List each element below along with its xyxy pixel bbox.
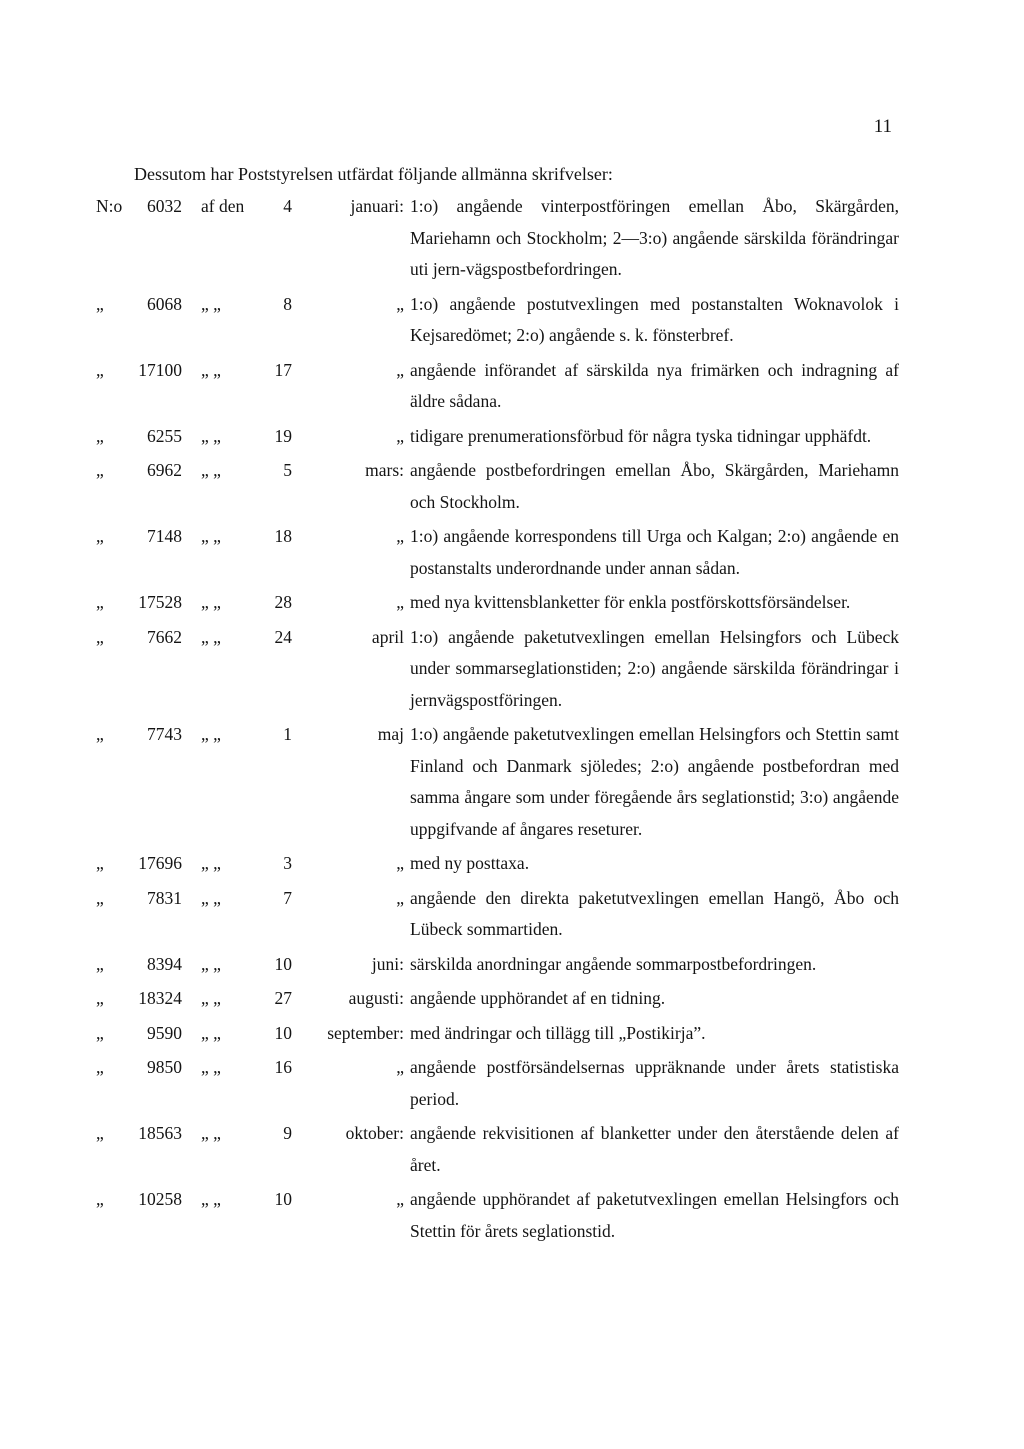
entry-description: angående upphörandet af en tidning. <box>410 988 666 1008</box>
entry-prefix: „ <box>96 460 104 480</box>
entry-month: „ <box>396 359 404 380</box>
entry-description: angående rekvisitionen af blanketter under den återstående delen af året. <box>410 1123 899 1175</box>
entry-prefix: „ <box>96 293 104 314</box>
entry-month: april <box>371 626 404 647</box>
entry-description: med ny posttaxa. <box>410 853 530 873</box>
list-item <box>0 622 1024 717</box>
letters-list <box>0 191 1024 1250</box>
entry-number: 6255 <box>147 425 182 446</box>
entry-number: 17528 <box>138 592 182 612</box>
entry-number: 6962 <box>147 460 182 480</box>
entry-month: „ <box>396 293 404 314</box>
entry-description: angående den direkta paketutvexlingen emellan Hangö, Åbo och Lübeck sommartiden. <box>410 887 899 939</box>
entry-number: 8394 <box>147 953 182 974</box>
page-number: 11 <box>873 116 892 137</box>
entry-af-den: „ „ <box>201 460 221 480</box>
entry-description: 1:o) angående paketutvexlingen emellan Helsingfors och Lübeck under sommarseglationstiden; 2:o) angående särskilda förändringar i jernvägspostföringen. <box>410 626 899 710</box>
entry-prefix: „ <box>96 1022 104 1043</box>
entry-month: „ <box>396 853 404 873</box>
entry-af-den: „ „ <box>201 724 221 744</box>
entry-number: 18324 <box>138 988 182 1008</box>
entry-month: „ <box>396 425 404 446</box>
entry-day: 9 <box>283 1123 292 1143</box>
entry-af-den: „ „ <box>201 293 221 314</box>
entry-prefix: „ <box>96 425 104 446</box>
entry-day: 5 <box>283 460 292 480</box>
entry-day: 27 <box>274 988 292 1008</box>
entry-number: 10258 <box>138 1189 182 1209</box>
entry-number: 7831 <box>147 887 182 908</box>
list-item <box>0 421 1024 453</box>
entry-af-den: „ „ <box>201 425 221 446</box>
entry-af-den: „ „ <box>201 1057 221 1077</box>
entry-description: 1:o) angående postutvexlingen med postanstalten Woknavolok i Kejsaredömet; 2:o) angående s. k. fönsterbref. <box>410 293 899 345</box>
entry-description: tidigare prenumerationsförbud för några tyska tidningar upphäfdt. <box>410 425 872 446</box>
entry-prefix: „ <box>96 853 104 873</box>
list-item <box>0 1018 1024 1050</box>
intro-line: Dessutom har Poststyrelsen utfärdat följande allmänna skrifvelser: <box>134 164 613 184</box>
entry-day: 7 <box>283 887 292 908</box>
entry-day: 8 <box>283 293 292 314</box>
list-item <box>0 1118 1024 1181</box>
entry-prefix: „ <box>96 887 104 908</box>
entry-number: 6032 <box>147 196 182 216</box>
entry-number: 6068 <box>147 293 182 314</box>
entry-day: 3 <box>283 853 292 873</box>
entry-af-den: „ „ <box>201 1022 221 1043</box>
entry-month: oktober: <box>345 1123 404 1143</box>
list-item <box>0 949 1024 981</box>
entry-description: angående postförsändelsernas uppräknande under årets statistiska period. <box>410 1057 899 1109</box>
entry-number: 17100 <box>138 359 182 380</box>
entry-prefix: „ <box>96 988 104 1008</box>
entry-prefix: „ <box>96 359 104 380</box>
entry-month: maj <box>377 724 404 744</box>
entry-month: mars: <box>365 460 404 480</box>
list-item <box>0 455 1024 518</box>
entry-number: 9850 <box>147 1057 182 1077</box>
entry-af-den: „ „ <box>201 1123 221 1143</box>
list-item <box>0 289 1024 352</box>
entry-af-den: „ „ <box>201 359 221 380</box>
entry-month: „ <box>396 1189 404 1209</box>
entry-prefix: „ <box>96 592 104 612</box>
entry-day: 4 <box>283 196 292 216</box>
entry-number: 7743 <box>147 724 182 744</box>
entry-prefix: „ <box>96 953 104 974</box>
entry-number: 9590 <box>147 1022 182 1043</box>
entry-description: 1:o) angående vinterpostföringen emellan Åbo, Skärgården, Mariehamn och Stockholm; 2—3:o) angående särskilda förändringar uti jern-vägspostbefordringen. <box>410 196 899 279</box>
entry-day: 10 <box>274 953 292 974</box>
entry-prefix: „ <box>96 626 104 647</box>
entry-af-den: af den <box>201 196 245 216</box>
entry-day: 24 <box>274 626 292 647</box>
entry-day: 1 <box>283 724 292 744</box>
entry-prefix: „ <box>96 526 104 546</box>
entry-day: 18 <box>274 526 292 546</box>
entry-month: „ <box>396 887 404 908</box>
list-item <box>0 1052 1024 1115</box>
entry-description: med nya kvittensblanketter för enkla postförskottsförsändelser. <box>410 592 851 612</box>
entry-af-den: „ „ <box>201 988 221 1008</box>
entry-prefix: N:o <box>96 196 123 216</box>
entry-af-den: „ „ <box>201 953 221 974</box>
entry-month: „ <box>396 1057 404 1077</box>
entry-prefix: „ <box>96 1057 104 1077</box>
list-item <box>0 355 1024 418</box>
list-item <box>0 883 1024 946</box>
list-item <box>0 719 1024 845</box>
list-item <box>0 848 1024 880</box>
entry-description: med ändringar och tillägg till „Postikirja”. <box>410 1022 706 1043</box>
entry-number: 18563 <box>138 1123 182 1143</box>
list-item <box>0 983 1024 1015</box>
entry-af-den: „ „ <box>201 626 221 647</box>
entry-month: januari: <box>350 196 404 216</box>
entry-prefix: „ <box>96 1123 104 1143</box>
entry-day: 16 <box>274 1057 292 1077</box>
entry-af-den: „ „ <box>201 853 221 873</box>
entry-description: 1:o) angående korrespondens till Urga och Kalgan; 2:o) angående en postanstalts underordnande under annan sådan. <box>410 526 899 578</box>
entry-day: 19 <box>274 425 292 446</box>
entry-day: 10 <box>274 1189 292 1209</box>
list-item <box>0 1184 1024 1247</box>
entry-day: 10 <box>274 1022 292 1043</box>
entry-prefix: „ <box>96 724 104 744</box>
list-item <box>0 587 1024 619</box>
entry-month: september: <box>327 1022 404 1043</box>
entry-description: angående postbefordringen emellan Åbo, Skärgården, Mariehamn och Stockholm. <box>410 460 899 512</box>
list-item <box>0 191 1024 286</box>
entry-month: „ <box>396 592 404 612</box>
entry-description: angående upphörandet af paketutvexlingen emellan Helsingfors och Stettin för årets seglationstid. <box>410 1189 899 1241</box>
entry-month: juni: <box>371 953 404 974</box>
entry-day: 28 <box>274 592 292 612</box>
entry-description: 1:o) angående paketutvexlingen emellan Helsingfors och Stettin samt Finland och Danmark sjöledes; 2:o) angående postbefordran med samma ångare som under föregående års seglationstid; 3:o) angående uppgifvande af ångares reseturer. <box>410 724 899 839</box>
entry-number: 7662 <box>147 626 182 647</box>
entry-description: särskilda anordningar angående sommarpostbefordringen. <box>410 953 817 974</box>
entry-day: 17 <box>274 359 292 380</box>
entry-number: 7148 <box>147 526 182 546</box>
entry-prefix: „ <box>96 1189 104 1209</box>
list-item <box>0 521 1024 584</box>
entry-af-den: „ „ <box>201 887 221 908</box>
entry-month: augusti: <box>348 988 404 1008</box>
entry-description: angående införandet af särskilda nya frimärken och indragning af äldre sådana. <box>410 359 899 411</box>
entry-af-den: „ „ <box>201 526 221 546</box>
entry-af-den: „ „ <box>201 1189 221 1209</box>
entry-month: „ <box>396 526 404 546</box>
entry-number: 17696 <box>138 853 182 873</box>
entry-af-den: „ „ <box>201 592 221 612</box>
